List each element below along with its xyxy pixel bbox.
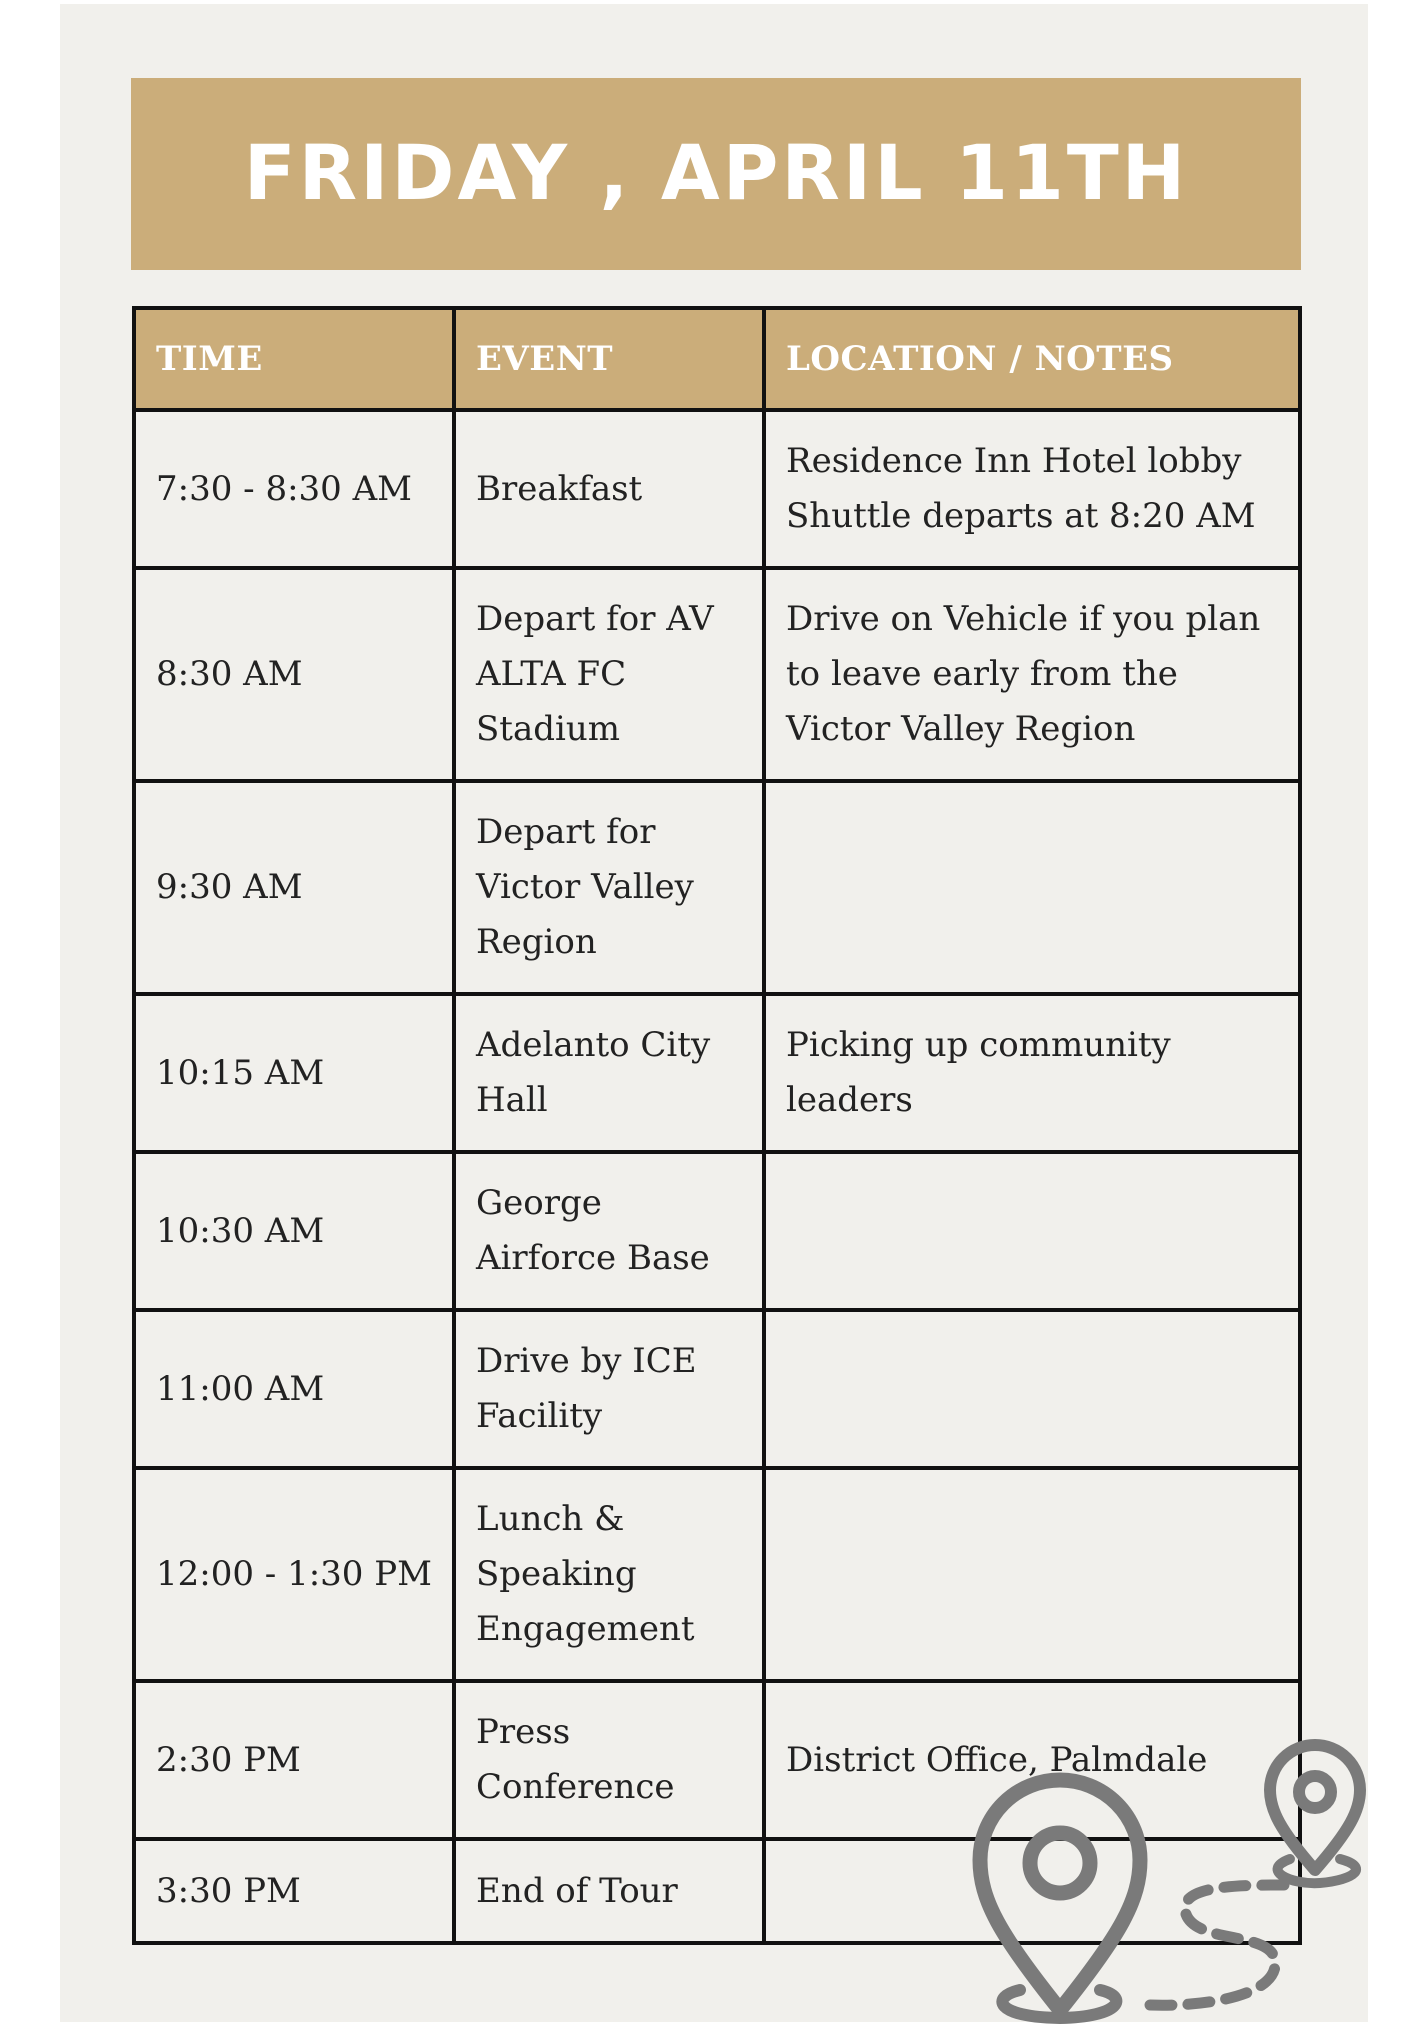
title-banner [131, 78, 1301, 270]
notes-cell [764, 781, 1300, 994]
time-cell: 8:30 AM [134, 568, 454, 781]
event-cell: Press Conference [454, 1681, 764, 1839]
notes-cell: Drive on Vehicle if you plan to leave early from the Victor Valley Region [764, 568, 1300, 781]
table-header-row [134, 308, 1300, 410]
table-row [134, 1310, 1300, 1468]
time-cell: 10:30 AM [134, 1152, 454, 1310]
header-time: TIME [134, 308, 454, 410]
time-cell: 2:30 PM [134, 1681, 454, 1839]
event-cell: Breakfast [454, 410, 764, 568]
table-row [134, 781, 1300, 994]
time-cell: 3:30 PM [134, 1839, 454, 1943]
notes-cell: Residence Inn Hotel lobby Shuttle departs at 8:20 AM [764, 410, 1300, 568]
notes-cell [764, 1468, 1300, 1681]
event-cell: Drive by ICE Facility [454, 1310, 764, 1468]
table-row [134, 1468, 1300, 1681]
event-cell: Lunch & Speaking Engagement [454, 1468, 764, 1681]
notes-cell: District Office, Palmdale [764, 1681, 1300, 1839]
event-cell: End of Tour [454, 1839, 764, 1943]
notes-cell [764, 1152, 1300, 1310]
table-row [134, 1152, 1300, 1310]
notes-cell [764, 1310, 1300, 1468]
table-row [134, 1681, 1300, 1839]
event-cell: Depart for Victor Valley Region [454, 781, 764, 994]
table-row [134, 994, 1300, 1152]
itinerary-page [60, 4, 1368, 2022]
notes-cell: Picking up community leaders [764, 994, 1300, 1152]
page-title: FRIDAY , APRIL 11TH [243, 127, 1189, 217]
table-row [134, 568, 1300, 781]
time-cell: 11:00 AM [134, 1310, 454, 1468]
event-cell: Adelanto City Hall [454, 994, 764, 1152]
time-cell: 12:00 - 1:30 PM [134, 1468, 454, 1681]
time-cell: 7:30 - 8:30 AM [134, 410, 454, 568]
schedule-table [132, 306, 1302, 1945]
event-cell: George Airforce Base [454, 1152, 764, 1310]
time-cell: 10:15 AM [134, 994, 454, 1152]
header-location-notes: LOCATION / NOTES [764, 308, 1300, 410]
time-cell: 9:30 AM [134, 781, 454, 994]
event-cell: Depart for AV ALTA FC Stadium [454, 568, 764, 781]
notes-cell [764, 1839, 1300, 1943]
header-event: EVENT [454, 308, 764, 410]
table-row [134, 1839, 1300, 1943]
table-row [134, 410, 1300, 568]
